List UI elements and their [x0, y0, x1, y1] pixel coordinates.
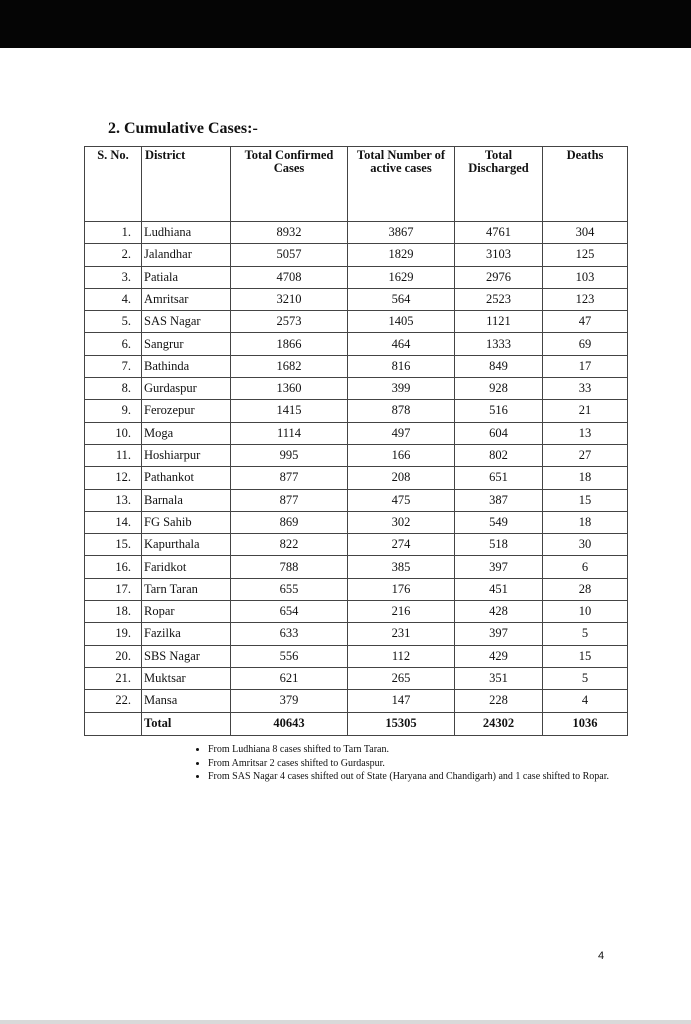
cell-sno: 21. — [85, 667, 142, 689]
cell-district: Tarn Taran — [142, 578, 231, 600]
cell-district: Ferozepur — [142, 400, 231, 422]
cell-active-cases: 302 — [348, 511, 455, 533]
cell-district: FG Sahib — [142, 511, 231, 533]
cell-active-cases: 564 — [348, 288, 455, 310]
cell-total-confirmed: 379 — [231, 690, 348, 712]
cell-district: Moga — [142, 422, 231, 444]
cell-sno: 3. — [85, 266, 142, 288]
cell-total-confirmed: 869 — [231, 511, 348, 533]
cell-sno: 7. — [85, 355, 142, 377]
table-row — [85, 311, 628, 333]
cell-total-confirmed: 877 — [231, 467, 348, 489]
cell-district: Ludhiana — [142, 222, 231, 244]
table-row — [85, 288, 628, 310]
top-black-bar — [0, 0, 691, 48]
cell-discharged: 2976 — [455, 266, 543, 288]
cell-active-cases: 216 — [348, 601, 455, 623]
cell-discharged: 228 — [455, 690, 543, 712]
header-active-cases: Total Number of active cases — [348, 147, 455, 222]
cell-discharged: 802 — [455, 444, 543, 466]
cell-sno: 12. — [85, 467, 142, 489]
total-cell-district: Total — [142, 712, 231, 735]
cell-sno: 16. — [85, 556, 142, 578]
cell-deaths: 27 — [543, 444, 628, 466]
table-row — [85, 333, 628, 355]
cell-total-confirmed: 788 — [231, 556, 348, 578]
table-row — [85, 623, 628, 645]
cell-active-cases: 385 — [348, 556, 455, 578]
total-cell-discharged: 24302 — [455, 712, 543, 735]
cell-active-cases: 464 — [348, 333, 455, 355]
cell-total-confirmed: 877 — [231, 489, 348, 511]
cell-discharged: 516 — [455, 400, 543, 422]
cell-district: Fazilka — [142, 623, 231, 645]
total-cell-active-cases: 15305 — [348, 712, 455, 735]
cell-deaths: 15 — [543, 489, 628, 511]
cell-total-confirmed: 655 — [231, 578, 348, 600]
cell-sno: 18. — [85, 601, 142, 623]
table-row — [85, 578, 628, 600]
cell-deaths: 13 — [543, 422, 628, 444]
table-row — [85, 534, 628, 556]
cell-total-confirmed: 3210 — [231, 288, 348, 310]
cell-total-confirmed: 995 — [231, 444, 348, 466]
cell-discharged: 387 — [455, 489, 543, 511]
cell-discharged: 849 — [455, 355, 543, 377]
cell-active-cases: 1629 — [348, 266, 455, 288]
table-row — [85, 556, 628, 578]
cell-active-cases: 399 — [348, 378, 455, 400]
cell-discharged: 451 — [455, 578, 543, 600]
cell-sno: 15. — [85, 534, 142, 556]
cell-deaths: 5 — [543, 623, 628, 645]
cell-active-cases: 497 — [348, 422, 455, 444]
cell-total-confirmed: 1415 — [231, 400, 348, 422]
cell-district: Barnala — [142, 489, 231, 511]
cell-deaths: 4 — [543, 690, 628, 712]
cell-sno: 4. — [85, 288, 142, 310]
total-cell-sno — [85, 712, 142, 735]
table-row — [85, 690, 628, 712]
cell-discharged: 928 — [455, 378, 543, 400]
table-row — [85, 422, 628, 444]
cell-district: Ropar — [142, 601, 231, 623]
cell-active-cases: 265 — [348, 667, 455, 689]
cell-sno: 5. — [85, 311, 142, 333]
table-row — [85, 355, 628, 377]
cell-active-cases: 208 — [348, 467, 455, 489]
cell-deaths: 18 — [543, 467, 628, 489]
table-body — [85, 222, 628, 736]
total-cell-deaths: 1036 — [543, 712, 628, 735]
cell-district: Faridkot — [142, 556, 231, 578]
cell-discharged: 428 — [455, 601, 543, 623]
cell-active-cases: 3867 — [348, 222, 455, 244]
cell-active-cases: 475 — [348, 489, 455, 511]
note-item: • From Ludhiana 8 cases shifted to Tarn Taran. — [208, 744, 648, 758]
cell-discharged: 651 — [455, 467, 543, 489]
cell-sno: 9. — [85, 400, 142, 422]
cell-deaths: 15 — [543, 645, 628, 667]
total-cell-total-confirmed: 40643 — [231, 712, 348, 735]
header-row — [85, 147, 628, 222]
cell-district: Sangrur — [142, 333, 231, 355]
cell-active-cases: 147 — [348, 690, 455, 712]
cell-active-cases: 274 — [348, 534, 455, 556]
cell-sno: 8. — [85, 378, 142, 400]
table-row — [85, 378, 628, 400]
cell-active-cases: 231 — [348, 623, 455, 645]
cumulative-cases-table — [84, 146, 628, 736]
cell-deaths: 28 — [543, 578, 628, 600]
cell-discharged: 518 — [455, 534, 543, 556]
cell-district: SBS Nagar — [142, 645, 231, 667]
header-sno: S. No. — [85, 147, 142, 222]
cell-district: Jalandhar — [142, 244, 231, 266]
cell-discharged: 397 — [455, 556, 543, 578]
cell-discharged: 2523 — [455, 288, 543, 310]
cell-sno: 13. — [85, 489, 142, 511]
cell-discharged: 4761 — [455, 222, 543, 244]
cell-total-confirmed: 621 — [231, 667, 348, 689]
cell-deaths: 123 — [543, 288, 628, 310]
cell-sno: 2. — [85, 244, 142, 266]
cell-total-confirmed: 2573 — [231, 311, 348, 333]
cell-active-cases: 816 — [348, 355, 455, 377]
cell-sno: 19. — [85, 623, 142, 645]
cell-discharged: 3103 — [455, 244, 543, 266]
page-number: 4 — [598, 950, 605, 962]
cell-active-cases: 878 — [348, 400, 455, 422]
table-row — [85, 645, 628, 667]
cell-discharged: 604 — [455, 422, 543, 444]
header-discharged: Total Discharged — [455, 147, 543, 222]
cell-total-confirmed: 8932 — [231, 222, 348, 244]
table-row — [85, 489, 628, 511]
cell-total-confirmed: 1682 — [231, 355, 348, 377]
cell-deaths: 47 — [543, 311, 628, 333]
table-header — [85, 147, 628, 222]
cell-discharged: 429 — [455, 645, 543, 667]
cell-district: Gurdaspur — [142, 378, 231, 400]
cell-total-confirmed: 4708 — [231, 266, 348, 288]
table-row — [85, 266, 628, 288]
cell-deaths: 18 — [543, 511, 628, 533]
cell-deaths: 30 — [543, 534, 628, 556]
section-heading: 2. Cumulative Cases:- — [108, 120, 258, 137]
cell-active-cases: 1405 — [348, 311, 455, 333]
cell-deaths: 17 — [543, 355, 628, 377]
cell-total-confirmed: 1114 — [231, 422, 348, 444]
table-row — [85, 244, 628, 266]
cell-sno: 22. — [85, 690, 142, 712]
cell-deaths: 5 — [543, 667, 628, 689]
cell-district: Bathinda — [142, 355, 231, 377]
cell-district: Hoshiarpur — [142, 444, 231, 466]
cell-discharged: 397 — [455, 623, 543, 645]
cell-sno: 11. — [85, 444, 142, 466]
cell-active-cases: 112 — [348, 645, 455, 667]
cell-district: Muktsar — [142, 667, 231, 689]
cell-deaths: 10 — [543, 601, 628, 623]
cell-deaths: 21 — [543, 400, 628, 422]
table-row — [85, 511, 628, 533]
cell-sno: 17. — [85, 578, 142, 600]
note-item: • From Amritsar 2 cases shifted to Gurdaspur. — [208, 758, 648, 772]
table-row — [85, 222, 628, 244]
cell-total-confirmed: 654 — [231, 601, 348, 623]
cell-deaths: 103 — [543, 266, 628, 288]
cell-discharged: 549 — [455, 511, 543, 533]
cell-sno: 14. — [85, 511, 142, 533]
cell-discharged: 1333 — [455, 333, 543, 355]
cell-total-confirmed: 556 — [231, 645, 348, 667]
cell-district: Amritsar — [142, 288, 231, 310]
cell-deaths: 69 — [543, 333, 628, 355]
cell-total-confirmed: 633 — [231, 623, 348, 645]
notes-list — [190, 744, 648, 785]
cell-total-confirmed: 5057 — [231, 244, 348, 266]
total-row — [85, 712, 628, 735]
bottom-edge — [0, 1020, 691, 1024]
cell-active-cases: 176 — [348, 578, 455, 600]
table-row — [85, 444, 628, 466]
note-item: • From SAS Nagar 4 cases shifted out of State (Haryana and Chandigarh) and 1 case shifted to Ropar. — [208, 771, 648, 785]
cell-discharged: 1121 — [455, 311, 543, 333]
cell-sno: 1. — [85, 222, 142, 244]
cell-total-confirmed: 1866 — [231, 333, 348, 355]
cell-discharged: 351 — [455, 667, 543, 689]
cell-sno: 10. — [85, 422, 142, 444]
cell-deaths: 304 — [543, 222, 628, 244]
table-row — [85, 667, 628, 689]
cell-active-cases: 1829 — [348, 244, 455, 266]
cell-active-cases: 166 — [348, 444, 455, 466]
cell-deaths: 33 — [543, 378, 628, 400]
cell-sno: 20. — [85, 645, 142, 667]
cell-district: Patiala — [142, 266, 231, 288]
cell-sno: 6. — [85, 333, 142, 355]
table-row — [85, 400, 628, 422]
header-deaths: Deaths — [543, 147, 628, 222]
header-district: District — [142, 147, 231, 222]
cell-total-confirmed: 1360 — [231, 378, 348, 400]
cell-district: Pathankot — [142, 467, 231, 489]
cell-deaths: 125 — [543, 244, 628, 266]
header-total-confirmed: Total Confirmed Cases — [231, 147, 348, 222]
cell-district: Mansa — [142, 690, 231, 712]
cell-total-confirmed: 822 — [231, 534, 348, 556]
cell-district: SAS Nagar — [142, 311, 231, 333]
cell-district: Kapurthala — [142, 534, 231, 556]
table-row — [85, 467, 628, 489]
table-row — [85, 601, 628, 623]
cell-deaths: 6 — [543, 556, 628, 578]
